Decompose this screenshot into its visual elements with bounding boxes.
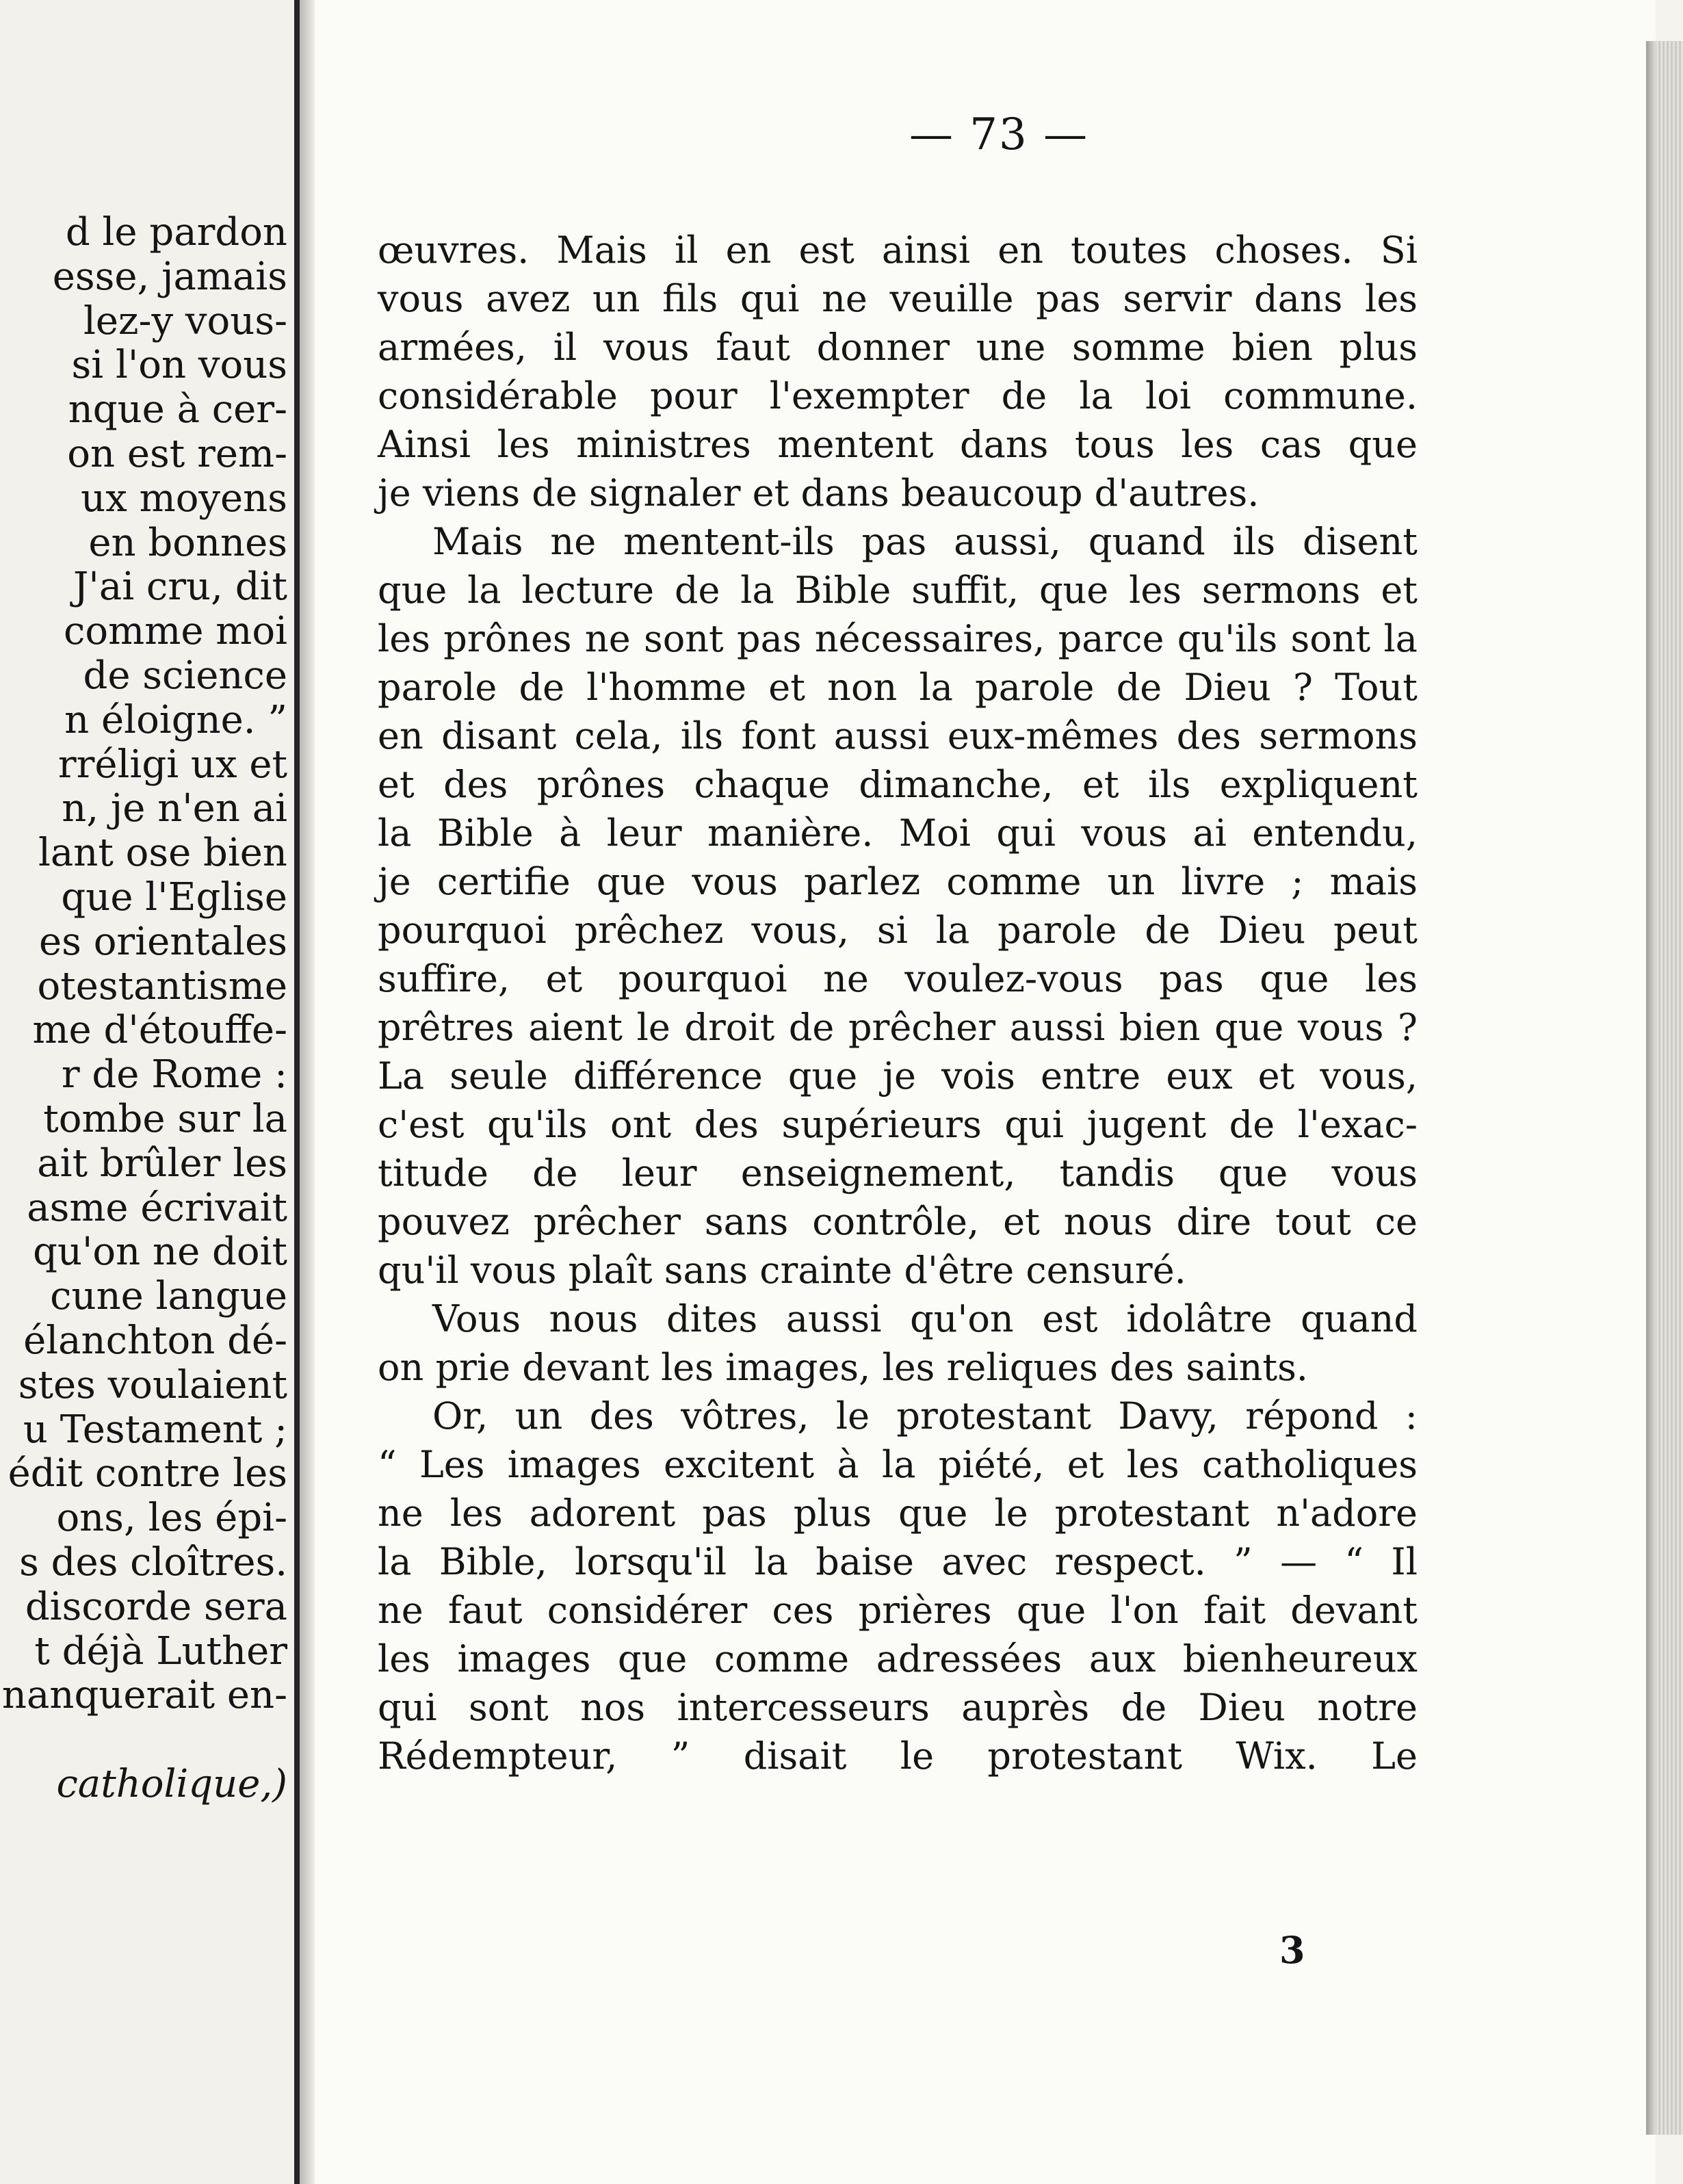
text-line: armées, il vous faut donner une somme bien plus	[378, 326, 1418, 369]
paragraph	[378, 1295, 1418, 1392]
left-text-line: nanquerait en-	[1, 1673, 287, 1718]
left-text-line: de science	[83, 653, 287, 698]
text-line: pouvez prêcher sans contrôle, et nous dire tout ce	[378, 1200, 1418, 1243]
left-text-line: lant ose bien	[38, 831, 287, 876]
text-line: Or, un des vôtres, le protestant Davy, répond :	[432, 1394, 1418, 1438]
text-line: Rédempteur, ” disait le protestant Wix. Le	[378, 1734, 1418, 1778]
text-line: c'est qu'ils ont des supérieurs qui jugent de l'exac-	[378, 1103, 1418, 1146]
left-text-line: otestantisme	[37, 963, 287, 1009]
left-text-line: si l'on vous	[71, 343, 287, 388]
gutter-shadow	[300, 0, 315, 2184]
left-text-line: édit contre les	[8, 1451, 287, 1496]
text-line: que la lecture de la Bible suffit, que les sermons et	[378, 569, 1418, 612]
text-line: Vous nous dites aussi qu'on est idolâtre quand	[432, 1297, 1418, 1340]
left-text-line: ux moyens	[81, 476, 287, 521]
left-text-line: n éloigne. ”	[64, 697, 287, 742]
text-line: titude de leur enseignement, tandis que vous	[378, 1152, 1418, 1195]
left-text-line: nque à cer-	[68, 387, 287, 432]
left-text-line: catholique,)	[56, 1761, 287, 1806]
text-line: la Bible à leur manière. Moi qui vous ai entendu,	[378, 811, 1418, 855]
left-text-line: qu'on ne doit	[33, 1230, 287, 1275]
paragraph	[378, 1392, 1418, 1780]
left-text-line: lez-y vous-	[83, 298, 287, 343]
left-text-line: u Testament ;	[23, 1407, 287, 1452]
left-text-line: r de Rome :	[61, 1052, 287, 1097]
left-text-line	[2, 1718, 287, 1763]
left-text-line: tombe sur la	[43, 1096, 287, 1141]
body-text	[378, 226, 1418, 1780]
text-line: vous avez un fils qui ne veuille pas servir dans les	[378, 277, 1418, 320]
text-line: qu'il vous plaît sans crainte d'être censuré.	[378, 1249, 1186, 1292]
text-line: prêtres aient le droit de prêcher aussi bien que vous ?	[378, 1006, 1418, 1049]
text-line: suffire, et pourquoi ne voulez-vous pas que les	[378, 957, 1418, 1000]
paragraph	[378, 517, 1418, 1295]
left-text-line: es orientales	[39, 919, 287, 964]
paragraph	[378, 226, 1418, 517]
left-text-line: rréligi ux et	[57, 742, 287, 787]
text-line: Mais ne mentent-ils pas aussi, quand ils disent	[432, 520, 1418, 563]
text-line: les prônes ne sont pas nécessaires, parce qu'ils sont la	[378, 617, 1418, 660]
left-text-line: J'ai cru, dit	[73, 564, 287, 610]
text-line: les images que comme adressées aux bienheureux	[378, 1637, 1418, 1680]
left-text-line: on est rem-	[67, 431, 287, 476]
gutter-line	[294, 0, 300, 2184]
left-text-line: esse, jamais	[52, 254, 287, 299]
page-edges	[1656, 41, 1683, 2135]
page-edge-shadow	[1646, 41, 1656, 2135]
left-text-line: stes voulaient	[18, 1362, 287, 1407]
left-text-line: s des cloîtres.	[19, 1539, 287, 1585]
main-page	[315, 0, 1656, 2184]
left-text-line: d le pardon	[65, 210, 287, 255]
text-line: parole de l'homme et non la parole de Dieu ? Tout	[378, 666, 1418, 709]
left-text-line: discorde sera	[25, 1584, 287, 1629]
left-text-line: cune langue	[50, 1274, 287, 1319]
text-line: la Bible, lorsqu'il la baise avec respect. ” — “ Il	[378, 1540, 1418, 1583]
text-line: ne les adorent pas plus que le protestant n'adore	[378, 1492, 1418, 1535]
left-text-line: en bonnes	[88, 520, 287, 565]
signature-mark: 3	[1279, 1928, 1305, 1972]
text-line: on prie devant les images, les reliques des saints.	[378, 1346, 1308, 1389]
previous-page-text	[2, 211, 287, 1807]
left-text-line: comme moi	[64, 609, 287, 654]
text-line: et des prônes chaque dimanche, et ils expliquent	[378, 763, 1418, 806]
left-text-line: élanchton dé-	[23, 1318, 287, 1363]
text-line: œuvres. Mais il en est ainsi en toutes choses. Si	[378, 229, 1418, 272]
previous-page-fragment	[0, 0, 294, 2184]
text-line: je viens de signaler et dans beaucoup d'autres.	[378, 471, 1260, 515]
left-text-line: asme écrivait	[27, 1185, 287, 1230]
text-line: “ Les images excitent à la piété, et les catholiques	[378, 1443, 1418, 1486]
text-line: considérable pour l'exempter de la loi commune.	[378, 374, 1418, 417]
text-line: qui sont nos intercesseurs auprès de Dieu notre	[378, 1686, 1418, 1729]
left-text-line: que l'Eglise	[61, 874, 287, 920]
left-text-line: ons, les épi-	[56, 1496, 287, 1541]
text-line: La seule différence que je vois entre eux et vous,	[378, 1054, 1418, 1097]
left-text-line: me d'étouffe-	[32, 1008, 287, 1053]
text-line: ne faut considérer ces prières que l'on fait devant	[378, 1589, 1418, 1632]
page-number: — 73 —	[909, 109, 1089, 160]
text-line: Ainsi les ministres mentent dans tous les cas que	[378, 423, 1418, 466]
left-text-line: ait brûler les	[37, 1141, 287, 1186]
text-line: en disant cela, ils font aussi eux-mêmes des sermons	[378, 714, 1418, 757]
left-text-line: t déjà Luther	[34, 1628, 287, 1674]
text-line: pourquoi prêchez vous, si la parole de Dieu peut	[378, 909, 1418, 952]
left-text-line: n, je n'en ai	[62, 786, 287, 831]
text-line: je certifie que vous parlez comme un livre ; mais	[378, 860, 1418, 903]
